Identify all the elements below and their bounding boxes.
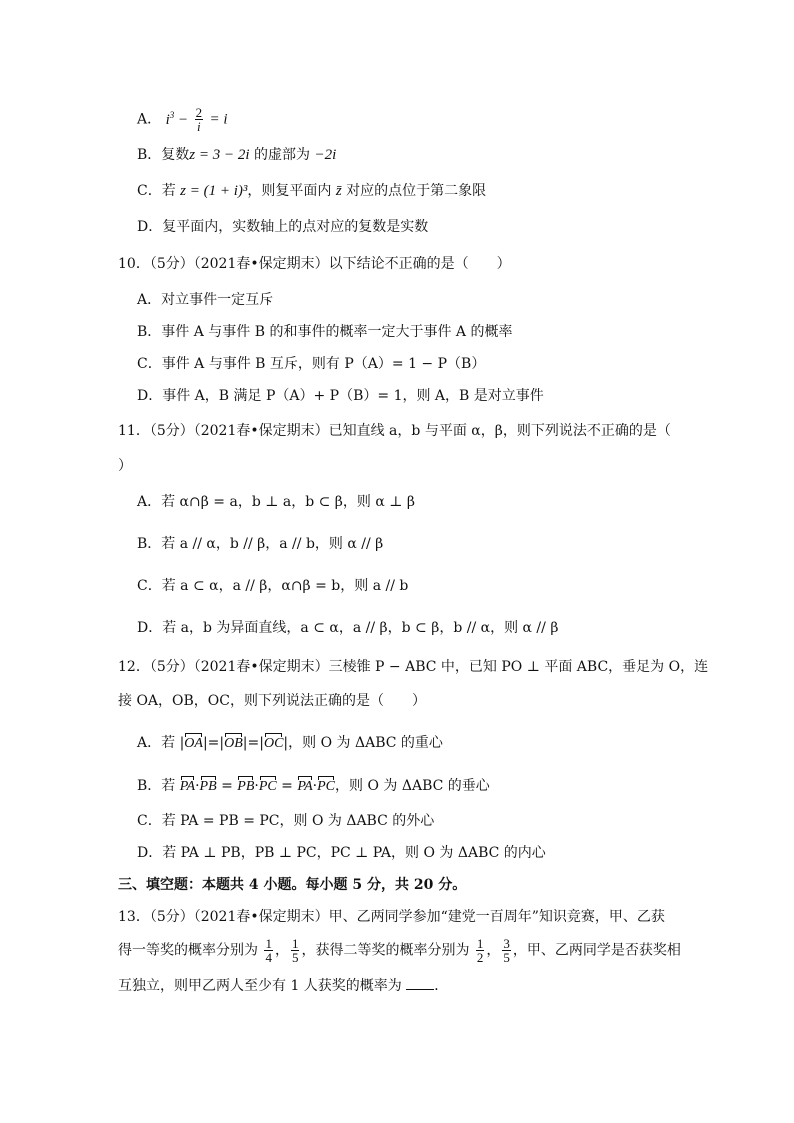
- q9-option-c: C．若 z = (1 + i)³，则复平面内 z̄ 对应的点位于第二象限: [137, 183, 487, 199]
- answer-blank: [406, 977, 434, 990]
- q11-stem: 11．（5分）（2021春•保定期末）已知直线 a，b 与平面 α，β，则下列说法不正确的是（: [118, 423, 671, 439]
- q11-option-b: B．若 a // α，b // β，a // b，则 α // β: [137, 536, 384, 552]
- q13-line2: 得一等奖的概率分别为 $\frac{1}{4}$ ， $\frac{1}{5}$ ，获得二等奖的概率分别为 $\frac{1}{2}$ ， $\frac{3}{5}$ ，甲、乙两同学是否获奖相: [118, 936, 681, 965]
- q12-option-b: B．若 PA·PB = PB·PC = PA·PC，则 O 为 ΔABC 的垂心: [137, 778, 490, 794]
- q13-line1: 13．（5分）（2021春•保定期末）甲、乙两同学参加“建党一百周年”知识竞赛，甲、乙获: [118, 909, 665, 925]
- vector-ob: OB: [224, 736, 243, 751]
- fraction-1-2: $\frac{1}{2}$: [476, 936, 484, 965]
- vector-pb: PB: [237, 779, 255, 794]
- vector-pb: PB: [199, 779, 217, 794]
- vector-oc: OC: [263, 736, 284, 751]
- q11-option-c: C．若 a ⊂ α，a // β，α∩β = b，则 a // b: [137, 578, 409, 594]
- vector-pa: PA: [179, 779, 196, 794]
- fraction-1-5: $\frac{1}{5}$: [291, 936, 299, 965]
- q12-option-d: D．若 PA ⊥ PB，PB ⊥ PC，PC ⊥ PA，则 O 为 ΔABC 的内心: [137, 845, 546, 861]
- q12-stem-line2: 接 OA，OB，OC，则下列说法正确的是（ ）: [118, 693, 426, 709]
- q12-option-c: C．若 PA = PB = PC，则 O 为 ΔABC 的外心: [137, 813, 435, 829]
- q12-option-a: A．若 |OA|=|OB|=|OC|，则 O 为 ΔABC 的重心: [137, 735, 443, 751]
- fraction-3-5: $\frac{3}{5}$: [503, 936, 510, 965]
- q9-option-a: A． $i^3$ − $\frac{2}{i}$ = i: [137, 105, 228, 134]
- q13-line3: 互独立，则甲乙两人至少有 1 人获奖的概率为 ．: [118, 978, 449, 994]
- q11-stem-end: ）: [118, 458, 132, 474]
- q9-a-fraction: $\frac{2}{i}$: [195, 105, 203, 134]
- vector-pc: PC: [258, 779, 277, 794]
- q11-option-a: A．若 α∩β = a，b ⊥ a，b ⊂ β，则 α ⊥ β: [137, 494, 415, 510]
- q10-option-d: D．事件 A，B 满足 P（A）+ P（B）= 1，则 A，B 是对立事件: [137, 388, 544, 404]
- fraction-1-4: $\frac{1}{4}$: [265, 936, 272, 965]
- q9-option-b: B．复数z = 3 − 2i 的虚部为 −2i: [137, 147, 337, 163]
- q10-option-a: A．对立事件一定互斥: [137, 292, 274, 308]
- q11-option-d: D．若 a，b 为异面直线，a ⊂ α，a // β，b ⊂ β，b // α，则 α // β: [137, 620, 559, 636]
- vector-pa: PA: [297, 779, 313, 794]
- vector-oa: OA: [184, 736, 203, 751]
- q9-a-expr: $i^3$ −: [165, 109, 189, 128]
- q12-stem-line1: 12．（5分）（2021春•保定期末）三棱锥 P − ABC 中，已知 PO ⊥ 平面 ABC，垂足为 O，连: [118, 659, 709, 675]
- q10-stem: 10．（5分）（2021春•保定期末）以下结论不正确的是（ ）: [118, 256, 511, 272]
- vector-pc: PC: [317, 779, 336, 794]
- q9-option-d: D．复平面内，实数轴上的点对应的复数是实数: [137, 219, 429, 235]
- q10-option-c: C．事件 A 与事件 B 互斥，则有 P（A）= 1 − P（B）: [137, 356, 486, 372]
- section-3-heading: 三、填空题：本题共 4 小题。每小题 5 分，共 20 分。: [118, 877, 467, 893]
- q10-option-b: B．事件 A 与事件 B 的和事件的概率一定大于事件 A 的概率: [137, 324, 513, 340]
